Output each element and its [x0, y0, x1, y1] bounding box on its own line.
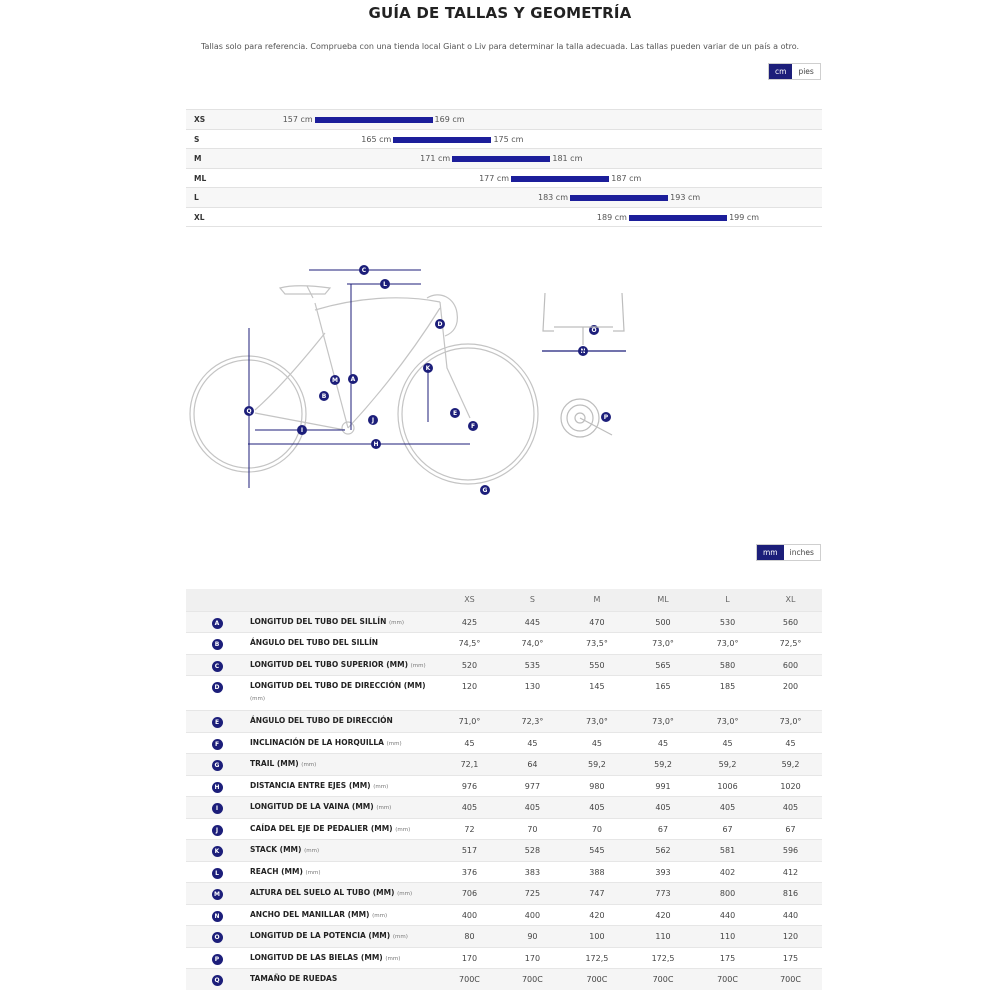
frame-seat-tube — [315, 303, 348, 428]
rider-height-chart — [186, 109, 822, 227]
row-letter-badge: K — [212, 846, 223, 857]
row-badge-cell — [186, 883, 248, 905]
row-name-cell — [248, 754, 438, 776]
height-max-label: 169 cm — [434, 115, 465, 124]
row-name-cell — [248, 818, 438, 840]
diagram-letter: K — [425, 365, 431, 373]
table-row — [186, 818, 822, 840]
diagram-letter: L — [383, 281, 387, 289]
row-name-cell — [248, 926, 438, 948]
value-cell-l: 440 — [696, 904, 759, 926]
value-cell-xs: 706 — [438, 883, 501, 905]
table-row — [186, 797, 822, 819]
value-cell-xl: 200 — [759, 676, 822, 711]
table-row — [186, 969, 822, 991]
size-label: L — [194, 193, 199, 203]
value-cell-xl: 412 — [759, 861, 822, 883]
value-cell-xl: 600 — [759, 654, 822, 676]
value-cell-xs: 72,1 — [438, 754, 501, 776]
value-cell-ml: 565 — [630, 654, 696, 676]
value-cell-l: 110 — [696, 926, 759, 948]
row-badge-cell — [186, 611, 248, 633]
row-unit: (mm) — [395, 826, 411, 833]
value-cell-s: 445 — [501, 611, 564, 633]
height-min-label: 157 cm — [282, 115, 313, 124]
geometry-unit-toggle — [756, 544, 821, 561]
value-cell-xl: 405 — [759, 797, 822, 819]
diagram-letter: I — [300, 427, 304, 435]
value-cell-m: 747 — [564, 883, 630, 905]
value-cell-xl: 1020 — [759, 775, 822, 797]
row-name-cell — [248, 840, 438, 862]
value-cell-s: 405 — [501, 797, 564, 819]
row-badge-cell — [186, 840, 248, 862]
value-cell-xs: 45 — [438, 732, 501, 754]
table-row — [186, 676, 822, 711]
value-cell-m: 45 — [564, 732, 630, 754]
value-cell-m: 70 — [564, 818, 630, 840]
diagram-letter: B — [321, 393, 327, 401]
value-cell-m: 59,2 — [564, 754, 630, 776]
row-letter-badge: P — [212, 954, 223, 965]
diagram-letter: G — [482, 487, 488, 495]
value-cell-s: 130 — [501, 676, 564, 711]
height-unit-toggle — [768, 63, 821, 80]
row-letter-badge: J — [212, 825, 223, 836]
row-letter-badge: N — [212, 911, 223, 922]
table-row — [186, 883, 822, 905]
row-unit: (mm) — [250, 696, 266, 702]
row-name: TRAIL (MM) — [250, 759, 299, 768]
value-cell-xl: 816 — [759, 883, 822, 905]
row-name: ALTURA DEL SUELO AL TUBO (MM) — [250, 888, 395, 897]
value-cell-l: 402 — [696, 861, 759, 883]
diagram-letter: A — [350, 376, 356, 384]
diagram-letter: F — [470, 423, 476, 431]
row-unit: (mm) — [397, 891, 413, 897]
row-letter-badge: D — [212, 682, 223, 693]
bike-geometry-diagram — [185, 258, 640, 508]
row-unit: (mm) — [392, 934, 408, 940]
diagram-letter: P — [603, 414, 609, 422]
row-name: DISTANCIA ENTRE EJES (MM) — [250, 780, 371, 790]
row-unit: (mm) — [373, 783, 389, 790]
value-cell-ml: 420 — [630, 904, 696, 926]
value-cell-s: 74,0° — [501, 633, 564, 655]
value-cell-s: 170 — [501, 947, 564, 969]
value-cell-ml: 73,0° — [630, 633, 696, 655]
table-row — [186, 775, 822, 797]
value-cell-xs: 120 — [438, 676, 501, 711]
value-cell-xl: 175 — [759, 947, 822, 969]
value-cell-xs: 517 — [438, 840, 501, 862]
value-cell-s: 383 — [501, 861, 564, 883]
value-cell-s: 72,3° — [501, 711, 564, 733]
value-cell-xl: 700C — [759, 969, 822, 991]
value-cell-xs: 71,0° — [438, 711, 501, 733]
row-name: INCLINACIÓN DE LA HORQUILLA — [250, 737, 384, 747]
size-label: XL — [194, 212, 205, 222]
height-min-label: 189 cm — [596, 212, 627, 222]
row-letter-badge: I — [212, 803, 223, 814]
value-cell-xs: 425 — [438, 611, 501, 633]
value-cell-ml: 700C — [630, 969, 696, 991]
value-cell-ml: 562 — [630, 840, 696, 862]
value-cell-l: 700C — [696, 969, 759, 991]
row-unit: (mm) — [385, 955, 401, 962]
row-name-cell — [248, 969, 438, 991]
size-row-ml — [186, 168, 822, 188]
value-cell-xl: 59,2 — [759, 754, 822, 776]
row-name-cell — [248, 611, 438, 633]
value-cell-m: 73,0° — [564, 711, 630, 733]
value-cell-xl: 560 — [759, 611, 822, 633]
value-cell-l: 405 — [696, 797, 759, 819]
value-cell-xs: 170 — [438, 947, 501, 969]
diagram-letter: Q — [246, 408, 252, 416]
height-range-bar — [570, 195, 668, 201]
value-cell-l: 67 — [696, 818, 759, 840]
row-unit: (mm) — [304, 848, 320, 854]
frame-seat-stay — [255, 333, 325, 410]
row-badge-cell — [186, 797, 248, 819]
row-badge-cell — [186, 654, 248, 676]
height-max-label: 199 cm — [729, 212, 760, 222]
value-cell-l: 581 — [696, 840, 759, 862]
value-cell-s: 64 — [501, 754, 564, 776]
size-label: S — [194, 134, 200, 144]
row-name-cell — [248, 947, 438, 969]
column-header-s: S — [501, 589, 564, 611]
value-cell-ml: 405 — [630, 797, 696, 819]
row-badge-cell — [186, 732, 248, 754]
value-cell-l: 45 — [696, 732, 759, 754]
value-cell-xl: 73,0° — [759, 711, 822, 733]
value-cell-l: 73,0° — [696, 633, 759, 655]
unit-feet-button[interactable]: pies — [798, 67, 814, 76]
height-min-label: 165 cm — [361, 134, 392, 144]
value-cell-xs: 520 — [438, 654, 501, 676]
diagram-letter: E — [452, 410, 458, 418]
row-unit: (mm) — [305, 869, 321, 876]
row-badge-cell — [186, 947, 248, 969]
value-cell-xs: 976 — [438, 775, 501, 797]
value-cell-l: 800 — [696, 883, 759, 905]
table-row — [186, 904, 822, 926]
row-name: STACK (MM) — [250, 845, 302, 854]
row-badge-cell — [186, 904, 248, 926]
row-letter-badge: E — [212, 717, 223, 728]
value-cell-ml: 67 — [630, 818, 696, 840]
column-header-l: L — [696, 589, 759, 611]
column-header-xl: XL — [759, 589, 822, 611]
value-cell-m: 145 — [564, 676, 630, 711]
value-cell-l: 580 — [696, 654, 759, 676]
geometry-table-header — [186, 589, 822, 611]
value-cell-s: 725 — [501, 883, 564, 905]
value-cell-m: 980 — [564, 775, 630, 797]
value-cell-m: 700C — [564, 969, 630, 991]
height-range-bar — [315, 117, 433, 123]
row-badge-cell — [186, 861, 248, 883]
unit-mm-button[interactable]: mm — [757, 545, 784, 560]
row-badge-cell — [186, 676, 248, 711]
table-row — [186, 947, 822, 969]
diagram-letter: O — [591, 327, 597, 335]
value-cell-xs: 74,5° — [438, 633, 501, 655]
value-cell-ml: 773 — [630, 883, 696, 905]
row-name: ANCHO DEL MANILLAR (MM) — [250, 909, 370, 919]
row-name-cell — [248, 775, 438, 797]
row-unit: (mm) — [386, 740, 402, 747]
height-min-label: 177 cm — [479, 173, 510, 183]
value-cell-xl: 596 — [759, 840, 822, 862]
row-name: LONGITUD DE LA VAINA (MM) — [250, 802, 374, 811]
value-cell-s: 535 — [501, 654, 564, 676]
value-cell-m: 172,5 — [564, 947, 630, 969]
row-letter-badge: L — [212, 868, 223, 879]
row-name: LONGITUD DEL TUBO DE DIRECCIÓN (MM) — [250, 681, 426, 690]
height-range-bar — [452, 156, 550, 162]
value-cell-l: 1006 — [696, 775, 759, 797]
row-letter-badge: C — [212, 661, 223, 672]
table-row — [186, 861, 822, 883]
height-max-label: 193 cm — [670, 193, 701, 203]
row-name-cell — [248, 676, 438, 711]
value-cell-xs: 72 — [438, 818, 501, 840]
value-cell-l: 175 — [696, 947, 759, 969]
unit-cm-button[interactable]: cm — [769, 64, 792, 79]
row-letter-badge: Q — [212, 975, 223, 986]
row-name-cell — [248, 904, 438, 926]
height-min-label: 183 cm — [537, 193, 568, 203]
table-row — [186, 840, 822, 862]
row-letter-badge: F — [212, 739, 223, 750]
value-cell-xs: 400 — [438, 904, 501, 926]
value-cell-ml: 500 — [630, 611, 696, 633]
height-max-label: 175 cm — [493, 134, 524, 144]
unit-inches-button[interactable]: inches — [789, 548, 814, 557]
row-name-cell — [248, 711, 438, 733]
row-letter-badge: M — [212, 889, 223, 900]
value-cell-l: 185 — [696, 676, 759, 711]
row-badge-cell — [186, 969, 248, 991]
size-row-l — [186, 187, 822, 207]
height-max-label: 187 cm — [611, 173, 642, 183]
diagram-letter: N — [580, 348, 586, 356]
row-unit: (mm) — [410, 662, 426, 669]
page-title: GUÍA DE TALLAS Y GEOMETRÍA — [368, 4, 632, 22]
row-name: LONGITUD DE LA POTENCIA (MM) — [250, 931, 391, 940]
row-badge-cell — [186, 711, 248, 733]
row-unit: (mm) — [372, 912, 388, 919]
diagram-letter: H — [373, 441, 379, 449]
row-name-cell — [248, 883, 438, 905]
table-row — [186, 611, 822, 633]
diagram-letter: M — [332, 377, 338, 385]
value-cell-ml: 45 — [630, 732, 696, 754]
size-row-xl — [186, 207, 822, 227]
table-row — [186, 633, 822, 655]
value-cell-m: 545 — [564, 840, 630, 862]
value-cell-l: 73,0° — [696, 711, 759, 733]
value-cell-s: 700C — [501, 969, 564, 991]
table-row — [186, 654, 822, 676]
row-name-cell — [248, 732, 438, 754]
value-cell-ml: 393 — [630, 861, 696, 883]
value-cell-s: 90 — [501, 926, 564, 948]
table-row — [186, 926, 822, 948]
row-name: ÁNGULO DEL TUBO DE DIRECCIÓN — [250, 716, 393, 725]
row-badge-cell — [186, 926, 248, 948]
height-range-bar — [393, 137, 491, 143]
geometry-table — [186, 589, 822, 990]
value-cell-xl: 120 — [759, 926, 822, 948]
value-cell-ml: 59,2 — [630, 754, 696, 776]
row-badge-cell — [186, 754, 248, 776]
value-cell-m: 420 — [564, 904, 630, 926]
table-row — [186, 732, 822, 754]
header-name-col — [248, 589, 438, 611]
diagram-letter: J — [371, 417, 375, 425]
saddle — [280, 286, 330, 294]
size-label: ML — [194, 173, 207, 183]
row-name-cell — [248, 633, 438, 655]
value-cell-ml: 110 — [630, 926, 696, 948]
value-cell-xl: 72,5° — [759, 633, 822, 655]
value-cell-m: 73,5° — [564, 633, 630, 655]
row-badge-cell — [186, 633, 248, 655]
fork — [437, 302, 470, 418]
row-name: CAÍDA DEL EJE DE PEDALIER (MM) — [250, 823, 393, 833]
table-row — [186, 711, 822, 733]
row-name-cell — [248, 654, 438, 676]
size-row-xs — [186, 109, 822, 129]
value-cell-xl: 67 — [759, 818, 822, 840]
diagram-letter: C — [361, 267, 367, 275]
value-cell-s: 977 — [501, 775, 564, 797]
value-cell-s: 400 — [501, 904, 564, 926]
height-min-label: 171 cm — [420, 154, 451, 164]
row-name: TAMAÑO DE RUEDAS — [250, 974, 338, 983]
value-cell-s: 45 — [501, 732, 564, 754]
header-badge-col — [186, 589, 248, 611]
row-name: ÁNGULO DEL TUBO DEL SILLÍN — [250, 638, 379, 647]
value-cell-ml: 172,5 — [630, 947, 696, 969]
value-cell-xl: 45 — [759, 732, 822, 754]
row-badge-cell — [186, 818, 248, 840]
row-name: LONGITUD DEL TUBO SUPERIOR (MM) — [250, 659, 409, 669]
row-name-cell — [248, 797, 438, 819]
height-range-bar — [511, 176, 609, 182]
value-cell-s: 70 — [501, 818, 564, 840]
value-cell-xs: 700C — [438, 969, 501, 991]
row-name: LONGITUD DEL TUBO DEL SILLÍN — [250, 616, 387, 626]
column-header-xs: XS — [438, 589, 501, 611]
column-header-m: M — [564, 589, 630, 611]
row-name-cell — [248, 861, 438, 883]
value-cell-ml: 73,0° — [630, 711, 696, 733]
row-unit: (mm) — [301, 762, 317, 768]
value-cell-m: 100 — [564, 926, 630, 948]
row-unit: (mm) — [376, 805, 392, 811]
row-name: LONGITUD DE LAS BIELAS (MM) — [250, 952, 383, 962]
value-cell-l: 59,2 — [696, 754, 759, 776]
row-letter-badge: O — [212, 932, 223, 943]
row-letter-badge: G — [212, 760, 223, 771]
height-range-bar — [629, 215, 727, 221]
size-row-m — [186, 148, 822, 168]
table-row — [186, 754, 822, 776]
row-letter-badge: H — [212, 782, 223, 793]
seat-post — [307, 286, 313, 298]
row-letter-badge: B — [212, 639, 223, 650]
value-cell-m: 550 — [564, 654, 630, 676]
size-label: M — [194, 154, 202, 164]
diagram-letter: D — [437, 321, 443, 329]
height-max-label: 181 cm — [552, 154, 583, 164]
value-cell-xs: 376 — [438, 861, 501, 883]
page-subtitle: Tallas solo para referencia. Comprueba con una tienda local Giant o Liv para determinar la talla adecuada. Las tallas pueden variar de un país a otro. — [200, 42, 800, 51]
value-cell-m: 470 — [564, 611, 630, 633]
frame-top-tube — [315, 298, 440, 310]
handlebar-detail — [542, 293, 626, 351]
value-cell-ml: 991 — [630, 775, 696, 797]
size-label: XS — [194, 115, 206, 124]
value-cell-m: 405 — [564, 797, 630, 819]
value-cell-s: 528 — [501, 840, 564, 862]
value-cell-xs: 405 — [438, 797, 501, 819]
size-row-s — [186, 129, 822, 149]
column-header-ml: ML — [630, 589, 696, 611]
value-cell-m: 388 — [564, 861, 630, 883]
value-cell-xs: 80 — [438, 926, 501, 948]
row-badge-cell — [186, 775, 248, 797]
row-letter-badge: A — [212, 618, 223, 629]
value-cell-xl: 440 — [759, 904, 822, 926]
row-name: REACH (MM) — [250, 866, 303, 876]
value-cell-l: 530 — [696, 611, 759, 633]
value-cell-ml: 165 — [630, 676, 696, 711]
row-unit: (mm) — [388, 619, 404, 626]
